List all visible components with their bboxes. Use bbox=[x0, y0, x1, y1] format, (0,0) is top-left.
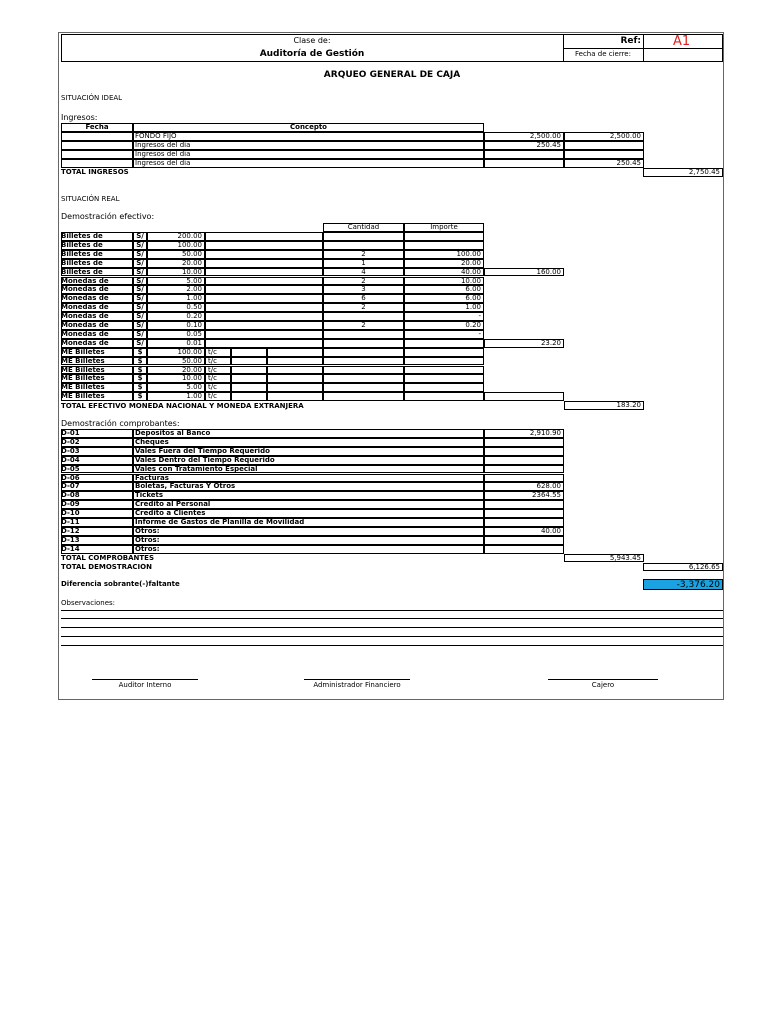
me-billete-tc: t/c bbox=[208, 374, 217, 383]
observaciones-line bbox=[61, 636, 723, 637]
denominacion-moneda: S/ bbox=[136, 249, 144, 258]
denominacion-subtotal: 160.00 bbox=[536, 267, 561, 276]
me-billete-moneda: $ bbox=[137, 374, 143, 383]
comprobante-desc: Otros: bbox=[135, 526, 160, 535]
denominacion-subtotal bbox=[484, 312, 561, 321]
denominacion-subtotal: 23.20 bbox=[540, 338, 561, 347]
grid-cell bbox=[205, 285, 323, 294]
denominacion-cantidad: 2 bbox=[361, 276, 366, 285]
grid-cell bbox=[484, 392, 564, 401]
signature-line-administrador bbox=[304, 679, 410, 680]
grid-cell bbox=[205, 294, 323, 303]
ingreso-monto bbox=[484, 159, 561, 168]
denominacion-valor: 200.00 bbox=[177, 232, 202, 240]
grid-cell bbox=[231, 374, 267, 383]
grid-cell bbox=[267, 366, 323, 375]
grid-cell bbox=[231, 366, 267, 375]
grid-cell bbox=[205, 232, 323, 241]
denominacion-subtotal bbox=[484, 321, 561, 330]
me-billete-tc: t/c bbox=[208, 383, 217, 392]
denominacion-valor: 0.20 bbox=[186, 312, 202, 321]
comprobante-desc: Facturas bbox=[135, 473, 169, 482]
comprobantes-heading: Demostración comprobantes: bbox=[61, 419, 180, 428]
grid-cell bbox=[205, 268, 323, 277]
ingreso-concepto: FONDO FIJO bbox=[135, 132, 177, 140]
comprobante-value bbox=[484, 518, 561, 527]
grid-cell bbox=[323, 357, 404, 366]
clase-label: Clase de: bbox=[293, 36, 331, 45]
denominacion-moneda: S/ bbox=[136, 267, 144, 276]
denominacion-tipo: Billetes de bbox=[61, 258, 103, 267]
comprobante-value: 2,910.90 bbox=[529, 429, 561, 437]
denominacion-subtotal bbox=[484, 330, 561, 339]
grid-cell bbox=[404, 357, 484, 366]
signature-administrador: Administrador Financiero bbox=[313, 681, 401, 689]
me-billete-valor: 10.00 bbox=[181, 374, 202, 383]
observaciones-line bbox=[61, 610, 723, 611]
me-billete-tipo: ME Billetes bbox=[61, 356, 105, 365]
denominacion-subtotal bbox=[484, 294, 561, 303]
denominacion-moneda: S/ bbox=[136, 303, 144, 312]
denominacion-cantidad: 3 bbox=[361, 285, 366, 294]
comprobante-value bbox=[484, 474, 561, 483]
denominacion-tipo: Monedas de bbox=[61, 303, 109, 312]
denominacion-subtotal bbox=[484, 232, 561, 241]
observaciones-line bbox=[61, 627, 723, 628]
comprobante-code: D-08 bbox=[61, 491, 80, 500]
grid-cell bbox=[61, 150, 133, 159]
grid-cell bbox=[267, 392, 323, 401]
denominacion-importe: 6.00 bbox=[465, 294, 481, 303]
denominacion-subtotal bbox=[484, 285, 561, 294]
total-comprobantes-value: 5,943.45 bbox=[609, 553, 641, 562]
grid-cell bbox=[205, 303, 323, 312]
denominacion-importe: 20.00 bbox=[460, 258, 481, 267]
fecha-cierre-label: Fecha de cierre: bbox=[575, 50, 631, 58]
denominacion-moneda: S/ bbox=[136, 312, 144, 321]
denominacion-cantidad: 1 bbox=[361, 258, 366, 267]
comprobante-code: D-07 bbox=[61, 482, 80, 491]
denominacion-cantidad: 2 bbox=[361, 321, 366, 329]
total-demostracion-label: TOTAL DEMOSTRACIÓN bbox=[61, 562, 152, 571]
denominacion-moneda: S/ bbox=[136, 321, 144, 329]
denominacion-importe: 40.00 bbox=[460, 267, 481, 276]
comprobante-value: 2364.55 bbox=[532, 491, 561, 500]
denominacion-moneda: S/ bbox=[136, 232, 144, 240]
grid-cell bbox=[404, 348, 484, 357]
comprobante-desc: Otros: bbox=[135, 535, 160, 544]
denominacion-tipo: Monedas de bbox=[61, 294, 109, 303]
denominacion-valor: 10.00 bbox=[181, 267, 202, 276]
denominacion-valor: 100.00 bbox=[177, 240, 202, 249]
me-billete-tipo: ME Billetes bbox=[61, 374, 105, 383]
grid-cell bbox=[323, 348, 404, 357]
denominacion-valor: 1.00 bbox=[186, 294, 202, 303]
total-efectivo-label: TOTAL EFECTIVO MONEDA NACIONAL Y MONEDA EXTRANJERA bbox=[61, 401, 304, 410]
col-header-cantidad-label: Cantidad bbox=[347, 223, 380, 231]
signature-line-cajero bbox=[548, 679, 658, 680]
comprobante-code: D-11 bbox=[61, 518, 80, 526]
comprobante-code: D-09 bbox=[61, 500, 80, 509]
ingreso-concepto: Ingresos del dia bbox=[135, 141, 191, 149]
me-billete-tipo: ME Billetes bbox=[61, 383, 105, 392]
ingreso-acumulado bbox=[564, 141, 641, 150]
denominacion-valor: 50.00 bbox=[181, 249, 202, 258]
me-billete-moneda: $ bbox=[137, 392, 143, 401]
comprobante-code: D-14 bbox=[61, 544, 80, 553]
signature-auditor: Auditor Interno bbox=[118, 681, 172, 689]
denominacion-tipo: Monedas de bbox=[61, 276, 109, 285]
me-billete-tipo: ME Billetes bbox=[61, 365, 105, 374]
denominacion-subtotal bbox=[484, 259, 561, 268]
observaciones-label: Observaciones: bbox=[61, 599, 116, 607]
ingreso-monto bbox=[484, 150, 561, 159]
comprobante-value bbox=[484, 500, 561, 509]
me-billete-tc: t/c bbox=[208, 392, 217, 401]
denominacion-valor: 0.50 bbox=[186, 303, 202, 312]
comprobante-desc: Otros: bbox=[135, 544, 160, 553]
me-billete-valor: 100.00 bbox=[177, 347, 202, 356]
comprobante-code: D-04 bbox=[61, 455, 80, 464]
ingreso-concepto: Ingresos del dia bbox=[135, 159, 191, 167]
situacion-ideal-heading: SITUACIÓN IDEAL bbox=[61, 94, 123, 102]
denominacion-valor: 0.10 bbox=[186, 321, 202, 329]
comprobante-code: D-01 bbox=[61, 429, 80, 437]
denominacion-importe bbox=[404, 339, 481, 348]
comprobante-code: D-12 bbox=[61, 526, 80, 535]
me-billete-valor: 50.00 bbox=[181, 356, 202, 365]
total-ingresos-label: TOTAL INGRESOS bbox=[61, 168, 129, 176]
page-title: ARQUEO GENERAL DE CAJA bbox=[323, 70, 461, 80]
grid-cell bbox=[205, 321, 323, 330]
situacion-real-heading: SITUACIÓN REAL bbox=[61, 195, 120, 203]
me-billete-moneda: $ bbox=[137, 365, 143, 374]
denominacion-cantidad bbox=[323, 330, 404, 339]
me-billete-moneda: $ bbox=[137, 356, 143, 365]
me-billete-tc: t/c bbox=[208, 347, 217, 356]
denominacion-moneda: S/ bbox=[136, 276, 144, 285]
grid-cell bbox=[404, 374, 484, 383]
comprobante-desc: Depositos al Banco bbox=[135, 429, 211, 437]
total-comprobantes-label: TOTAL COMPROBANTES bbox=[61, 553, 155, 562]
comprobante-desc: Vales con Tratamiento Especial bbox=[135, 464, 258, 473]
col-header-concepto-label: Concepto bbox=[290, 123, 327, 131]
ingreso-monto: 250.45 bbox=[536, 141, 561, 149]
total-ingresos-value: 2,750.45 bbox=[688, 168, 720, 176]
grid-cell bbox=[231, 383, 267, 392]
comprobante-desc: Informe de Gastos de Planilla de Movilidad bbox=[135, 518, 305, 526]
denominacion-moneda: S/ bbox=[136, 329, 144, 338]
me-billete-moneda: $ bbox=[137, 347, 143, 356]
denominacion-importe bbox=[404, 241, 481, 250]
grid-cell bbox=[404, 392, 484, 401]
total-demostracion-value: 6,126.65 bbox=[688, 562, 720, 571]
comprobante-code: D-06 bbox=[61, 473, 80, 482]
grid-cell bbox=[61, 132, 133, 141]
demostracion-efectivo-label: Demostración efectivo: bbox=[61, 212, 155, 221]
comprobante-desc: Vales Fuera del Tiempo Requerido bbox=[135, 446, 270, 455]
denominacion-moneda: S/ bbox=[136, 240, 144, 249]
ref-label: Ref: bbox=[620, 36, 641, 46]
comprobante-desc: Vales Dentro del Tiempo Requerido bbox=[135, 455, 275, 464]
grid-cell bbox=[404, 383, 484, 392]
comprobante-value bbox=[484, 509, 561, 518]
denominacion-tipo: Monedas de bbox=[61, 312, 109, 321]
grid-cell bbox=[205, 241, 323, 250]
me-billete-tc: t/c bbox=[208, 356, 217, 365]
observaciones-line bbox=[61, 645, 723, 646]
denominacion-moneda: S/ bbox=[136, 258, 144, 267]
denominacion-valor: 20.00 bbox=[181, 258, 202, 267]
denominacion-tipo: Monedas de bbox=[61, 321, 109, 329]
signature-line-auditor bbox=[92, 679, 198, 680]
comprobante-desc: Credito al Personal bbox=[135, 500, 211, 509]
ingreso-acumulado bbox=[564, 150, 641, 159]
grid-cell bbox=[267, 374, 323, 383]
denominacion-cantidad: 6 bbox=[361, 294, 366, 303]
grid-cell bbox=[323, 374, 404, 383]
denominacion-subtotal bbox=[484, 277, 561, 286]
denominacion-cantidad: 4 bbox=[361, 267, 366, 276]
denominacion-tipo: Billetes de bbox=[61, 267, 103, 276]
denominacion-tipo: Monedas de bbox=[61, 285, 109, 294]
ingreso-concepto: Ingresos del dia bbox=[135, 150, 191, 158]
denominacion-importe: - bbox=[478, 329, 481, 338]
denominacion-cantidad bbox=[323, 339, 404, 348]
denominacion-subtotal bbox=[484, 250, 561, 259]
comprobante-value bbox=[484, 438, 561, 447]
ingreso-acumulado: 2,500.00 bbox=[609, 132, 641, 140]
diferencia-label: Diferencia sobrante(-)faltante bbox=[61, 580, 180, 588]
comprobante-value bbox=[484, 456, 561, 465]
me-billete-valor: 20.00 bbox=[181, 365, 202, 374]
denominacion-importe: 100.00 bbox=[456, 249, 481, 258]
me-billete-valor: 1.00 bbox=[186, 392, 202, 401]
comprobante-value: 628.00 bbox=[536, 482, 561, 491]
grid-cell bbox=[231, 392, 267, 401]
denominacion-valor: 0.01 bbox=[186, 338, 202, 347]
me-billete-valor: 5.00 bbox=[186, 383, 202, 392]
me-billete-tipo: ME Billetes bbox=[61, 347, 105, 356]
grid-cell bbox=[323, 392, 404, 401]
denominacion-moneda: S/ bbox=[136, 285, 144, 294]
grid-cell bbox=[205, 312, 323, 321]
comprobante-desc: Boletas, Facturas Y Otros bbox=[135, 482, 236, 491]
grid-cell bbox=[205, 259, 323, 268]
grid-cell bbox=[231, 357, 267, 366]
denominacion-tipo: Monedas de bbox=[61, 338, 109, 347]
denominacion-importe: 0.20 bbox=[465, 321, 481, 329]
denominacion-cantidad: 2 bbox=[361, 303, 366, 312]
denominacion-importe: 6.00 bbox=[465, 285, 481, 294]
ingreso-monto: 2,500.00 bbox=[529, 132, 561, 140]
ingreso-acumulado: 250.45 bbox=[616, 159, 641, 167]
grid-cell bbox=[323, 366, 404, 375]
comprobante-code: D-02 bbox=[61, 437, 80, 446]
denominacion-importe: 10.00 bbox=[460, 276, 481, 285]
grid-cell bbox=[267, 383, 323, 392]
comprobante-value bbox=[484, 545, 561, 554]
grid-cell bbox=[404, 366, 484, 375]
comprobante-value: 40.00 bbox=[540, 526, 561, 535]
grid-cell bbox=[61, 159, 133, 168]
clase-value: Auditoría de Gestión bbox=[259, 49, 365, 59]
denominacion-cantidad bbox=[323, 312, 404, 321]
comprobante-code: D-10 bbox=[61, 509, 80, 518]
denominacion-cantidad bbox=[323, 241, 404, 250]
comprobante-code: D-05 bbox=[61, 464, 80, 473]
me-billete-moneda: $ bbox=[137, 383, 143, 392]
comprobante-value bbox=[484, 447, 561, 456]
denominacion-valor: 2.00 bbox=[186, 285, 202, 294]
grid-cell bbox=[205, 330, 323, 339]
denominacion-importe: - bbox=[478, 312, 481, 321]
ingresos-label: Ingresos: bbox=[61, 113, 98, 122]
ref-value: A1 bbox=[673, 34, 691, 49]
comprobante-code: D-03 bbox=[61, 446, 80, 455]
grid-cell bbox=[205, 339, 323, 348]
denominacion-cantidad bbox=[323, 232, 404, 241]
denominacion-tipo: Billetes de bbox=[61, 249, 103, 258]
denominacion-moneda: S/ bbox=[136, 294, 144, 303]
denominacion-subtotal bbox=[484, 303, 561, 312]
comprobante-desc: Cheques bbox=[135, 437, 169, 446]
grid-cell bbox=[61, 141, 133, 150]
denominacion-importe: 1.00 bbox=[465, 303, 481, 312]
grid-cell bbox=[267, 357, 323, 366]
comprobante-value bbox=[484, 536, 561, 545]
denominacion-valor: 0.05 bbox=[186, 329, 202, 338]
grid-cell bbox=[205, 277, 323, 286]
col-header-importe-label: Importe bbox=[430, 223, 458, 231]
grid-cell bbox=[231, 348, 267, 357]
comprobante-value bbox=[484, 465, 561, 474]
grid-cell bbox=[323, 383, 404, 392]
diferencia-value: -3,376.20 bbox=[676, 580, 720, 590]
comprobante-desc: Tickets bbox=[135, 491, 164, 500]
denominacion-subtotal bbox=[484, 241, 561, 250]
grid-cell bbox=[267, 348, 323, 357]
signature-cajero: Cajero bbox=[591, 681, 615, 689]
denominacion-tipo: Monedas de bbox=[61, 329, 109, 338]
comprobante-desc: Credito a Clientes bbox=[135, 509, 206, 518]
me-billete-tc: t/c bbox=[208, 365, 217, 374]
observaciones-line bbox=[61, 618, 723, 619]
me-billete-tipo: ME Billetes bbox=[61, 392, 105, 401]
comprobante-code: D-13 bbox=[61, 535, 80, 544]
denominacion-tipo: Billetes de bbox=[61, 232, 103, 240]
denominacion-cantidad: 2 bbox=[361, 249, 366, 258]
denominacion-moneda: S/ bbox=[136, 338, 144, 347]
denominacion-tipo: Billetes de bbox=[61, 240, 103, 249]
denominacion-importe bbox=[404, 232, 481, 241]
total-efectivo-value: 183.20 bbox=[616, 401, 641, 410]
col-header-fecha-label: Fecha bbox=[85, 123, 109, 131]
grid-cell bbox=[205, 250, 323, 259]
denominacion-valor: 5.00 bbox=[186, 276, 202, 285]
